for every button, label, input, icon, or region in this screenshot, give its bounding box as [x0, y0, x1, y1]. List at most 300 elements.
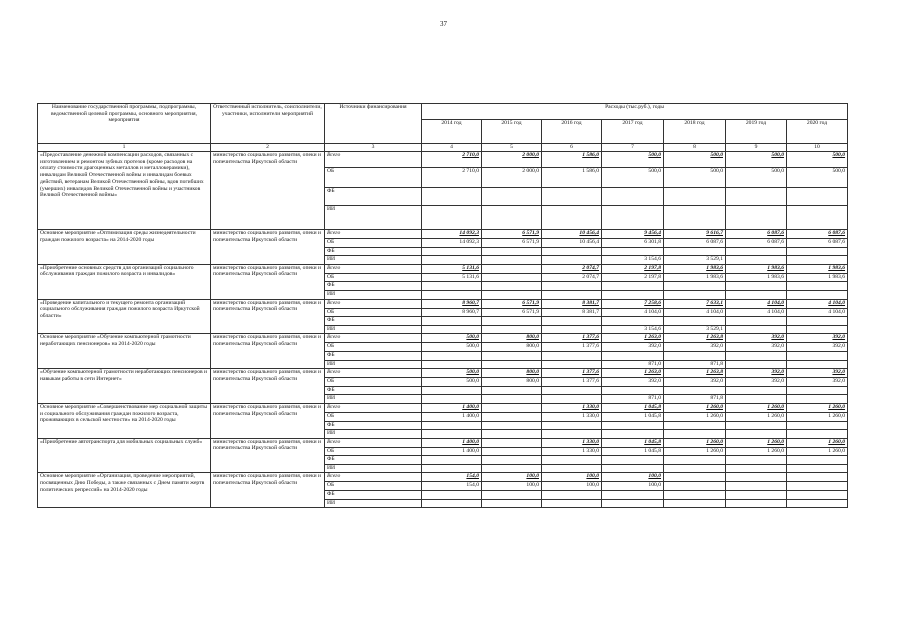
expense-value: 1 400,0 [422, 438, 482, 447]
expense-value [602, 456, 664, 465]
expense-value: 1 400,0 [422, 447, 482, 456]
expense-value: 1 260,0 [787, 438, 848, 447]
expense-value: 3 529,1 [664, 256, 726, 265]
column-number: 8 [664, 144, 726, 152]
activity-name: «Предоставление денежной компенсации расходов, связанных с изготовлением и ремонтом зубных протезов (кроме расходов на оплату стоимости драгоценных металлов и металлокерамики), инвалидам Великой Отечественной войны и инвалидам боевых действий, ветеранам Великой Отечественной войны, вдов погибших (умерших) инвалидов Великой Отечественной войны и участников Великой Отечественной войны» [38, 152, 211, 230]
expense-value: 2 710,0 [422, 152, 482, 168]
expense-value: 392,0 [726, 334, 787, 343]
expense-value [482, 206, 542, 230]
expense-value [787, 360, 848, 369]
expense-value [602, 499, 664, 508]
header-year: 2020 год [787, 120, 848, 144]
funding-source: Всего [325, 403, 422, 412]
page-number: 37 [440, 20, 447, 28]
expense-value: 500,0 [787, 152, 848, 168]
header-responsible: Ответственный исполнитель, соисполнители, участники, исполнители мероприятий [211, 104, 325, 144]
expense-value: 6 087,6 [787, 230, 848, 239]
expense-value: 8 381,7 [542, 308, 602, 317]
expense-value [482, 421, 542, 430]
expense-value: 1 330,0 [542, 412, 602, 421]
expense-value [482, 499, 542, 508]
expense-value: 6 087,6 [726, 230, 787, 239]
expense-value [602, 317, 664, 326]
expense-value [482, 464, 542, 473]
expense-value [542, 290, 602, 299]
header-source: Источники финансирования [325, 104, 422, 144]
activity-name: «Обучение компьютерной грамотности неработающих пенсионеров и навыкам работы в сети Интернет» [38, 369, 211, 404]
expense-value [664, 282, 726, 291]
responsible-executor: министерство социального развития, опеки и попечительства Иркутской области [211, 264, 325, 299]
responsible-executor: министерство социального развития, опеки и попечительства Иркутской области [211, 369, 325, 404]
expense-value: 1 377,6 [542, 343, 602, 352]
column-number: 10 [787, 144, 848, 152]
expense-value: 6 571,9 [482, 299, 542, 308]
expense-value [542, 325, 602, 334]
expense-value [726, 456, 787, 465]
expense-value [787, 206, 848, 230]
expense-value [542, 395, 602, 404]
column-number: 9 [726, 144, 787, 152]
expense-value: 6 571,9 [482, 239, 542, 248]
responsible-executor: министерство социального развития, опеки и попечительства Иркутской области [211, 438, 325, 473]
expense-value: 1 263,8 [664, 334, 726, 343]
column-number: 1 [38, 144, 211, 152]
expense-value: 871,0 [602, 360, 664, 369]
activity-name: «Приобретение автотранспорта для мобильных социальных служб» [38, 438, 211, 473]
expense-value [726, 188, 787, 206]
expense-value: 14 092,3 [422, 239, 482, 248]
expense-value [787, 421, 848, 430]
expense-value [482, 403, 542, 412]
expense-value [726, 206, 787, 230]
expense-value [602, 491, 664, 500]
expense-value: 871,0 [602, 395, 664, 404]
expense-value: 1 045,8 [602, 412, 664, 421]
expense-value [787, 430, 848, 439]
expense-value: 1 263,0 [602, 369, 664, 378]
expense-value [602, 290, 664, 299]
expense-value: 1 260,0 [787, 403, 848, 412]
expense-value [726, 473, 787, 482]
table-row [38, 230, 848, 239]
expense-value: 100,0 [602, 473, 664, 482]
expense-value: 7 633,1 [664, 299, 726, 308]
expense-value: 500,0 [726, 168, 787, 188]
funding-source: ФБ [325, 282, 422, 291]
header-year: 2018 год [664, 120, 726, 144]
expense-value: 1 263,8 [664, 369, 726, 378]
activity-name: «Приобретение основных средств для организаций социального обслуживания граждан пожилого возраста и инвалидов» [38, 264, 211, 299]
expense-value: 500,0 [787, 168, 848, 188]
expense-value [664, 421, 726, 430]
responsible-executor: министерство социального развития, опеки и попечительства Иркутской области [211, 299, 325, 334]
expense-value: 5 131,6 [422, 264, 482, 273]
column-number: 5 [482, 144, 542, 152]
expense-value: 8 381,7 [542, 299, 602, 308]
table-row [38, 438, 848, 447]
column-number: 2 [211, 144, 325, 152]
expense-value [482, 256, 542, 265]
expense-value [482, 282, 542, 291]
expense-value [482, 447, 542, 456]
expense-value [787, 482, 848, 491]
expense-value: 1 260,0 [787, 447, 848, 456]
expense-value: 1 586,0 [542, 152, 602, 168]
expense-value [482, 412, 542, 421]
funding-source: Всего [325, 438, 422, 447]
expense-value [422, 491, 482, 500]
column-number: 4 [422, 144, 482, 152]
expense-value [422, 395, 482, 404]
header-year: 2016 год [542, 120, 602, 144]
expense-value: 1 260,0 [664, 412, 726, 421]
funding-source: Всего [325, 334, 422, 343]
expense-value: 1 260,0 [726, 438, 787, 447]
expense-value [422, 206, 482, 230]
expense-value: 3 154,6 [602, 325, 664, 334]
funding-source: ФБ [325, 456, 422, 465]
expense-value [422, 456, 482, 465]
expense-value [602, 282, 664, 291]
funding-source: Всего [325, 473, 422, 482]
expense-value: 6 087,6 [664, 239, 726, 248]
expense-value [726, 290, 787, 299]
responsible-executor: министерство социального развития, опеки и попечительства Иркутской области [211, 230, 325, 265]
funding-source: ИИ [325, 360, 422, 369]
expense-value: 1 260,0 [726, 412, 787, 421]
expense-value [542, 317, 602, 326]
funding-source: ФБ [325, 247, 422, 256]
header-year: 2019 год [726, 120, 787, 144]
expense-value [787, 188, 848, 206]
funding-source: ОБ [325, 378, 422, 387]
expense-value: 1 045,8 [602, 403, 664, 412]
expense-value [664, 430, 726, 439]
expense-value: 1 586,0 [542, 168, 602, 188]
funding-source: ИИ [325, 290, 422, 299]
responsible-executor: министерство социального развития, опеки и попечительства Иркутской области [211, 334, 325, 369]
expense-value: 392,0 [726, 369, 787, 378]
expense-value [787, 290, 848, 299]
expense-value: 1 400,0 [422, 403, 482, 412]
expense-value [482, 395, 542, 404]
expense-value [482, 247, 542, 256]
funding-source: ИИ [325, 395, 422, 404]
funding-source: ИИ [325, 464, 422, 473]
expense-value: 9 456,4 [602, 230, 664, 239]
expense-value [542, 464, 602, 473]
expense-value: 392,0 [726, 343, 787, 352]
funding-source: ОБ [325, 273, 422, 282]
funding-source: ИИ [325, 256, 422, 265]
expense-value [482, 386, 542, 395]
expense-value [726, 430, 787, 439]
expense-value: 100,0 [542, 473, 602, 482]
column-number: 7 [602, 144, 664, 152]
expense-value: 800,0 [482, 343, 542, 352]
expense-value: 4 104,0 [664, 308, 726, 317]
expense-value [482, 351, 542, 360]
expense-value: 9 616,7 [664, 230, 726, 239]
expense-value [664, 464, 726, 473]
expense-value: 392,0 [602, 343, 664, 352]
responsible-executor: министерство социального развития, опеки и попечительства Иркутской области [211, 473, 325, 508]
expense-value [422, 430, 482, 439]
expense-value [602, 247, 664, 256]
activity-name: Основное мероприятие «Обучение компьютерной грамотности неработающих пенсионеров» на 2014-2020 годы [38, 334, 211, 369]
table-row [38, 334, 848, 343]
funding-source: ОБ [325, 308, 422, 317]
activity-name: Основное мероприятие «Совершенствование мер социальной защиты и социального обслуживания граждан пожилого возраста, проживающих в сельской местности» на 2014-2020 годы [38, 403, 211, 438]
expense-value [482, 317, 542, 326]
funding-source: ИИ [325, 325, 422, 334]
expense-value: 392,0 [787, 343, 848, 352]
header-program: Наименование государственной программы, подпрограммы, ведомственной целевой программы, основного мероприятия, мероприятия [38, 104, 211, 144]
expense-value [787, 386, 848, 395]
expense-value [482, 360, 542, 369]
expense-value [482, 264, 542, 273]
expense-value [787, 464, 848, 473]
expense-value: 14 092,3 [422, 230, 482, 239]
expense-value [542, 491, 602, 500]
column-number: 3 [325, 144, 422, 152]
responsible-executor: министерство социального развития, опеки и попечительства Иркутской области [211, 403, 325, 438]
funding-source: ОБ [325, 482, 422, 491]
expense-value: 2 074,7 [542, 273, 602, 282]
expense-value [602, 464, 664, 473]
expense-value [422, 188, 482, 206]
expense-value: 6 571,9 [482, 230, 542, 239]
table-row [38, 264, 848, 273]
expense-value [602, 351, 664, 360]
expense-value [422, 325, 482, 334]
expense-value [726, 395, 787, 404]
funding-source: ИИ [325, 499, 422, 508]
expense-value: 392,0 [664, 343, 726, 352]
expense-value [482, 491, 542, 500]
expense-value: 1 260,0 [726, 403, 787, 412]
expense-value [422, 464, 482, 473]
header-year: 2015 год [482, 120, 542, 144]
expense-value: 392,0 [787, 369, 848, 378]
table-row [38, 403, 848, 412]
expense-value [422, 247, 482, 256]
expense-value: 100,0 [602, 482, 664, 491]
expense-value: 4 104,0 [602, 308, 664, 317]
expense-value: 8 960,7 [422, 299, 482, 308]
expense-value: 2 074,7 [542, 264, 602, 273]
expense-value [726, 482, 787, 491]
expense-value: 1 263,0 [602, 334, 664, 343]
expense-value [482, 290, 542, 299]
expense-value: 1 260,0 [664, 447, 726, 456]
funding-source: ФБ [325, 188, 422, 206]
expense-value: 500,0 [664, 168, 726, 188]
expense-value [726, 317, 787, 326]
expense-value [726, 491, 787, 500]
expense-value: 4 104,0 [726, 308, 787, 317]
expense-value [664, 317, 726, 326]
expense-value: 4 104,0 [787, 308, 848, 317]
expense-value [482, 273, 542, 282]
funding-source: ОБ [325, 343, 422, 352]
funding-source: ФБ [325, 317, 422, 326]
expense-value: 1 330,0 [542, 447, 602, 456]
expense-value [664, 499, 726, 508]
expense-value [542, 386, 602, 395]
expense-value: 4 104,0 [726, 299, 787, 308]
expense-value [542, 247, 602, 256]
expense-value [664, 206, 726, 230]
table-row [38, 473, 848, 482]
expense-value: 1 260,0 [664, 438, 726, 447]
expense-value: 3 529,1 [664, 325, 726, 334]
funding-source: ОБ [325, 168, 422, 188]
expense-value [726, 421, 787, 430]
expense-value [726, 282, 787, 291]
funding-source: ИИ [325, 206, 422, 230]
expense-value: 800,0 [482, 334, 542, 343]
expense-value [664, 473, 726, 482]
expense-value: 392,0 [787, 378, 848, 387]
expense-value: 2 000,0 [482, 168, 542, 188]
table-row [38, 299, 848, 308]
expense-value [542, 282, 602, 291]
expense-value: 6 087,6 [787, 239, 848, 248]
expense-value: 1 377,6 [542, 334, 602, 343]
expense-value: 1 983,6 [726, 264, 787, 273]
expense-value [422, 386, 482, 395]
expense-value: 1 983,6 [787, 264, 848, 273]
funding-source: ИИ [325, 430, 422, 439]
expense-value [664, 386, 726, 395]
expense-value [664, 456, 726, 465]
expense-value: 1 045,8 [602, 438, 664, 447]
column-number: 6 [542, 144, 602, 152]
funding-source: ФБ [325, 421, 422, 430]
expense-value [787, 473, 848, 482]
expense-value: 500,0 [422, 334, 482, 343]
expense-value [726, 351, 787, 360]
expense-value: 1 330,0 [542, 438, 602, 447]
budget-table [37, 103, 848, 508]
responsible-executor: министерство социального развития, опеки и попечительства Иркутской области [211, 152, 325, 230]
expense-value: 500,0 [602, 168, 664, 188]
expense-value [726, 247, 787, 256]
expense-value: 871,8 [664, 395, 726, 404]
expense-value [664, 290, 726, 299]
expense-value [787, 256, 848, 265]
expense-value [787, 282, 848, 291]
expense-value [787, 351, 848, 360]
expense-value [664, 482, 726, 491]
expense-value [542, 206, 602, 230]
expense-value: 6 301,8 [602, 239, 664, 248]
expense-value: 1 983,6 [664, 273, 726, 282]
expense-value: 2 000,0 [482, 152, 542, 168]
expense-value [787, 325, 848, 334]
funding-source: ОБ [325, 412, 422, 421]
activity-name: Основное мероприятие «Организация, проведение мероприятий, посвященных Дню Победы, а также связанных с Днем памяти жертв политических репрессий» на 2014-2020 годы [38, 473, 211, 508]
funding-source: Всего [325, 299, 422, 308]
funding-source: ФБ [325, 351, 422, 360]
expense-value: 1 400,0 [422, 412, 482, 421]
expense-value [542, 421, 602, 430]
expense-value [787, 499, 848, 508]
expense-value [482, 456, 542, 465]
expense-value: 3 154,6 [602, 256, 664, 265]
expense-value [542, 456, 602, 465]
expense-value [542, 188, 602, 206]
expense-value: 1 260,0 [787, 412, 848, 421]
expense-value: 2 197,8 [602, 273, 664, 282]
expense-value: 800,0 [482, 369, 542, 378]
expense-value [422, 256, 482, 265]
expense-value: 500,0 [422, 378, 482, 387]
header-year: 2017 год [602, 120, 664, 144]
expense-value: 500,0 [664, 152, 726, 168]
funding-source: ФБ [325, 386, 422, 395]
funding-source: ОБ [325, 239, 422, 248]
expense-value: 500,0 [422, 343, 482, 352]
expense-value [664, 188, 726, 206]
expense-value [482, 438, 542, 447]
expense-value [602, 430, 664, 439]
expense-value [726, 325, 787, 334]
expense-value: 100,0 [482, 473, 542, 482]
expense-value [602, 206, 664, 230]
funding-source: Всего [325, 152, 422, 168]
expense-value [664, 247, 726, 256]
expense-value: 5 131,6 [422, 273, 482, 282]
funding-source: Всего [325, 230, 422, 239]
expense-value: 1 045,8 [602, 447, 664, 456]
expense-value: 1 330,0 [542, 403, 602, 412]
expense-value [787, 491, 848, 500]
activity-name: Основное мероприятие «Оптимизация среды жизнедеятельности граждан пожилого возраста» на 2014-2020 годы [38, 230, 211, 265]
expense-value [787, 317, 848, 326]
expense-value [602, 188, 664, 206]
expense-value: 10 456,4 [542, 230, 602, 239]
expense-value: 6 087,6 [726, 239, 787, 248]
expense-value: 392,0 [787, 334, 848, 343]
header-year: 2014 год [422, 120, 482, 144]
expense-value [422, 317, 482, 326]
expense-value: 1 377,6 [542, 378, 602, 387]
expense-value [726, 360, 787, 369]
expense-value: 100,0 [542, 482, 602, 491]
expense-value [422, 421, 482, 430]
expense-value [542, 430, 602, 439]
expense-value: 500,0 [422, 369, 482, 378]
expense-value: 1 983,6 [787, 273, 848, 282]
expense-value [422, 499, 482, 508]
expense-value: 800,0 [482, 378, 542, 387]
expense-value: 392,0 [726, 378, 787, 387]
expense-value [726, 256, 787, 265]
expense-value: 154,0 [422, 473, 482, 482]
expense-value: 1 260,0 [726, 447, 787, 456]
expense-value: 7 258,6 [602, 299, 664, 308]
expense-value: 500,0 [726, 152, 787, 168]
table-row [38, 369, 848, 378]
expense-value: 871,8 [664, 360, 726, 369]
table-row [38, 152, 848, 168]
expense-value: 6 571,9 [482, 308, 542, 317]
expense-value [787, 247, 848, 256]
expense-value [542, 256, 602, 265]
expense-value [602, 421, 664, 430]
